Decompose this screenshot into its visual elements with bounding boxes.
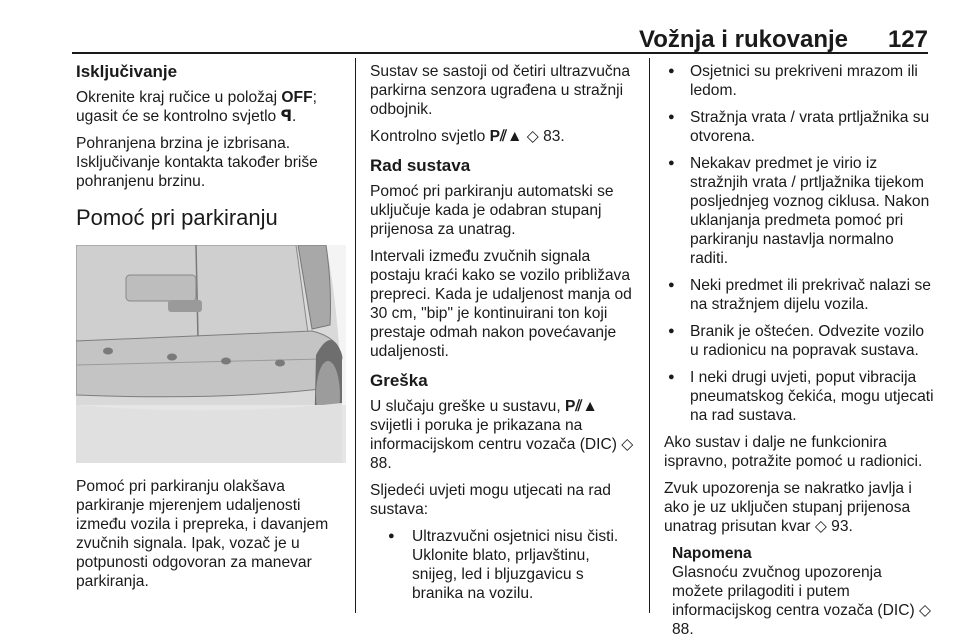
paragraph: Sustav se sastoji od četiri ultrazvučna parkirna senzora ugrađena u stražnji odbojnik. <box>370 63 631 118</box>
list-item: ● I neki drugi uvjeti, poput vibracija pneumatskog čekića, mogu utjecati na rad sustava. <box>664 368 934 425</box>
page-number: 127 <box>887 26 928 53</box>
paragraph: Okrenite kraj ručice u položaj OFF; ugasit će se kontrolno svjetlo ꟼ. <box>76 89 317 125</box>
paragraph: Ako sustav i dalje ne funkcionira ispravno, potražite pomoć u radionici. <box>664 434 923 470</box>
column-middle <box>370 62 636 611</box>
section-heading-parking: Pomoć pri parkiranju <box>76 205 278 230</box>
section-heading-off: Isključivanje <box>76 62 178 81</box>
chapter-title: Vožnja i rukovanje <box>639 26 848 53</box>
rear-bumper-sensors-image <box>76 245 346 463</box>
parking-assist-icon: P⫽▲ <box>489 128 523 145</box>
paragraph: Sljedeći uvjeti mogu utjecati na rad sustava: <box>370 482 611 518</box>
note-text: Glasnoću zvučnog upozorenja možete prilagoditi i putem informacijskog centra vozača (DIC) ◇ 88. <box>672 564 931 638</box>
list-item: ● Nekakav predmet je virio iz stražnjih vrata / prtljažnika tijekom posljednjeg voznog ciklusa. Nakon uklanjanja predmeta pomoć pri parkiranju nastavlja normalno raditi. <box>664 154 934 268</box>
paragraph: Pomoć pri parkiranju automatski se uključuje kada je odabran stupanj prijenosa za unatrag. <box>370 183 614 238</box>
column-divider <box>355 58 356 613</box>
off-keyword: OFF <box>281 89 313 106</box>
paragraph: Isključivanje kontakta također briše pohranjenu brzinu. <box>76 154 318 190</box>
note-title: Napomena <box>672 545 752 562</box>
page-header <box>72 14 928 54</box>
list-item: ● Stražnja vrata / vrata prtljažnika su otvorena. <box>664 108 934 146</box>
note-box <box>672 544 934 639</box>
column-divider <box>649 58 650 613</box>
bullet-list <box>664 62 934 425</box>
cruise-control-icon: ꟼ <box>280 108 292 125</box>
bullet-list <box>370 527 636 603</box>
section-heading-rad: Rad sustava <box>370 156 471 175</box>
list-item: ● Osjetnici su prekriveni mrazom ili ledom. <box>664 62 934 100</box>
paragraph: Pomoć pri parkiranju olakšava parkiranje mjerenjem udaljenosti između vozila i prepreka, i davanjem zvučnih signala. Ipak, vozač je u potpunosti odgovoran za manevar parkiranja. <box>76 478 329 590</box>
parking-assist-icon: P⫽▲ <box>565 398 598 415</box>
paragraph: Intervali između zvučnih signala postaju kraći kako se vozilo približava prepreci. Kada je udaljenost manja od 30 cm, "bip" je kontinuirani ton koji prestaje odmah nakon povećavanje udaljenosti. <box>370 248 632 360</box>
column-right <box>664 62 934 639</box>
list-item: ● Ultrazvučni osjetnici nisu čisti. Uklonite blato, prljavštinu, snijeg, led i bljuzgavicu s branika na vozilu. <box>370 527 636 603</box>
list-item: ● Branik je oštećen. Odvezite vozilo u radionicu na popravak sustava. <box>664 322 934 360</box>
paragraph: Pohranjena brzina je izbrisana. <box>76 135 291 152</box>
paragraph: Kontrolno svjetlo P⫽▲ ◇ 83. <box>370 128 565 145</box>
list-item: ● Neki predmet ili prekrivač nalazi se na stražnjem dijelu vozila. <box>664 276 934 314</box>
section-heading-greska: Greška <box>370 371 428 390</box>
paragraph: U slučaju greške u sustavu, P⫽▲ svijetli i poruka je prikazana na informacijskom centru vozača (DIC) ◇ 88. <box>370 398 634 472</box>
column-left <box>76 62 346 599</box>
paragraph: Zvuk upozorenja se nakratko javlja i ako je uz uključen stupanj prijenosa unatrag prisutan kvar ◇ 93. <box>664 480 912 535</box>
